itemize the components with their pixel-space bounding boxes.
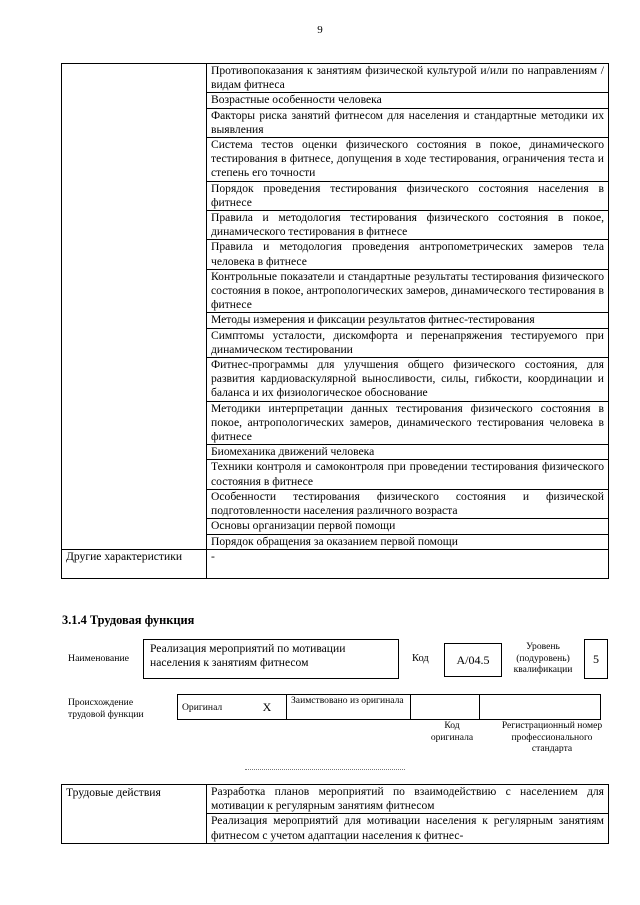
original-mark: Х [248, 695, 287, 720]
function-name-box: Реализация мероприятий по мотивации населения к занятиям фитнесом [143, 639, 399, 679]
level-label: Уровень (подуровень) квалификации [513, 641, 573, 675]
section-title: 3.1.4 Трудовая функция [62, 613, 195, 627]
action-item: Реализация мероприятий для мотивации населения к регулярным занятиям фитнесом с учетом адаптации населения к фитнес- [207, 814, 609, 843]
knowledge-row [62, 64, 609, 93]
borrowed-label: Заимствовано из оригинала [287, 695, 411, 720]
reg-number-cell [480, 695, 601, 720]
knowledge-item: Возрастные особенности человека [207, 93, 609, 108]
origin-label: Происхождение трудовой функции [68, 697, 144, 720]
knowledge-item: Симптомы усталости, дискомфорта и перенапряжения тестируемого при динамическом тестировании [207, 328, 609, 357]
knowledge-item: Фитнес-программы для улучшения общего физического состояния, для развития кардиоваскулярной выносливости, силы, гибкости, координации и баланса и их физиологическое обоснование [207, 358, 609, 402]
knowledge-item: Порядок обращения за оказанием первой помощи [207, 534, 609, 549]
knowledge-item: Биомеханика движений человека [207, 445, 609, 460]
knowledge-item: Методы измерения и фиксации результатов фитнес-тестирования [207, 313, 609, 328]
knowledge-item: Основы организации первой помощи [207, 519, 609, 534]
knowledge-item: Противопоказания к занятиям физической культурой и/или по направлениям / видам фитнеса [207, 64, 609, 93]
action-row [62, 785, 609, 814]
code-original-label: Код оригинала [430, 720, 474, 743]
knowledge-table [61, 63, 609, 579]
name-label: Наименование [68, 653, 130, 664]
knowledge-item: Правила и методология тестирования физического состояния в покое, динамического тестирования в фитнесе [207, 211, 609, 240]
action-item: Разработка планов мероприятий по взаимодействию с населением для мотивации к регулярным занятиям фитнесом [207, 785, 609, 814]
knowledge-item: Факторы риска занятий фитнесом для населения и стандартные методики их выявления [207, 108, 609, 137]
page-number: 9 [317, 24, 323, 36]
other-characteristics-row [62, 549, 609, 578]
code-original-cell [411, 695, 480, 720]
function-code-box: А/04.5 [444, 643, 502, 677]
actions-label: Трудовые действия [62, 785, 207, 844]
dotted-separator [245, 769, 405, 770]
other-characteristics-value: - [207, 549, 609, 578]
level-box: 5 [584, 639, 608, 679]
origin-table [177, 694, 601, 720]
other-characteristics-label: Другие характеристики [62, 549, 207, 578]
knowledge-item: Порядок проведения тестирования физического состояния населения в фитнесе [207, 181, 609, 210]
actions-table [61, 784, 609, 844]
knowledge-item: Особенности тестирования физического состояния и физической подготовленности населения различного возраста [207, 489, 609, 518]
knowledge-label-cell [62, 64, 207, 550]
original-label: Оригинал [178, 695, 249, 720]
knowledge-item: Контрольные показатели и стандартные результаты тестирования физического состояния в покое, антропологических замеров, динамического тестирования в фитнесе [207, 269, 609, 313]
code-label: Код [412, 653, 429, 664]
knowledge-item: Правила и методология проведения антропометрических замеров тела человека в фитнесе [207, 240, 609, 269]
reg-number-label: Регистрационный номер профессионального стандарта [501, 720, 603, 754]
knowledge-item: Техники контроля и самоконтроля при проведении тестирования физического состояния в фитнесе [207, 460, 609, 489]
knowledge-item: Методики интерпретации данных тестирования физического состояния в покое, антропологических замеров, динамического тестирования человека в фитнесе [207, 401, 609, 445]
knowledge-item: Система тестов оценки физического состояния в покое, динамического тестирования в фитнесе, допущения в ходе тестирования, ограничения теста и степень его точности [207, 138, 609, 182]
